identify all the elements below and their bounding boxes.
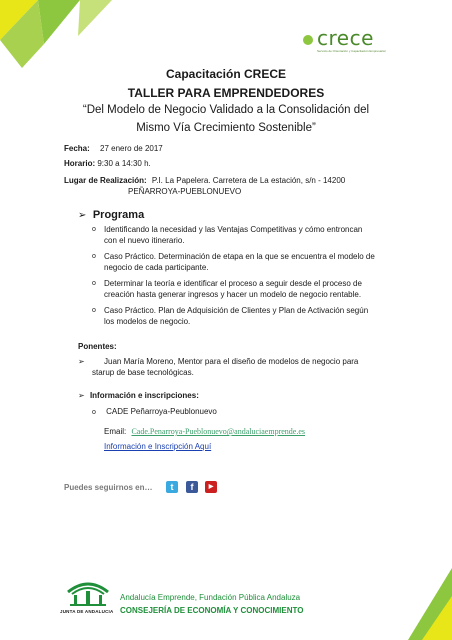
lugar-value-line-1: P.I. La Papelera. Carretera de La estación, s/n - 14200 — [151, 176, 346, 185]
title-taller: TALLER PARA EMPRENDEDORES — [127, 86, 325, 100]
info-item — [92, 406, 217, 418]
horario-value: 9:30 a 14:30 h. — [97, 159, 151, 168]
info-title: Información e inscripciones: — [89, 391, 199, 400]
programa-item-line-2: creación hasta generar ingresos y hacer un modelo de negocio rentable. — [104, 290, 362, 299]
horario-row — [64, 158, 151, 169]
crece-logo-text: crece — [317, 26, 374, 50]
info-item-text: CADE Peñarroya-Peublonuevo — [106, 407, 217, 416]
social-label: Puedes seguirnos en… — [64, 483, 153, 492]
programa-item-line-1: Identificando la necesidad y las Ventajas Competitivas y cómo entroncan — [104, 225, 363, 234]
ponentes-title: Ponentes: — [78, 342, 117, 351]
lugar-value-line-2: PEÑARROYA-PUEBLONUEVO — [128, 187, 242, 196]
title-capacitacion: Capacitación CRECE — [165, 67, 287, 81]
fecha-value: 27 enero de 2017 — [100, 144, 163, 153]
email-row — [104, 426, 305, 437]
circle-bullet-icon: o — [92, 253, 96, 260]
ponentes-line-2: starup de base tecnológicas. — [92, 368, 194, 377]
crece-logo-dot-icon — [303, 35, 313, 45]
corner-decoration-bottom-right — [408, 568, 452, 640]
lugar-row — [64, 175, 394, 186]
twitter-icon[interactable]: t — [166, 481, 178, 493]
circle-bullet-icon: o — [92, 307, 96, 314]
programa-item-line-2: negocio de cada participante. — [104, 263, 209, 272]
circle-bullet-icon: o — [92, 280, 96, 287]
fecha-label: Fecha: — [64, 144, 90, 153]
footer-line-2: CONSEJERÍA DE ECONOMÍA Y CONOCIMIENTO — [120, 606, 304, 615]
subtitle-line-2: Mismo Vía Crecimiento Sostenible” — [136, 122, 316, 134]
horario-label: Horario: — [64, 159, 96, 168]
programa-item-line-2: con el nuevo itinerario. — [104, 236, 185, 245]
inscripcion-link-row — [104, 441, 211, 452]
programa-item-line-2: los modelos de negocio. — [104, 317, 191, 326]
circle-bullet-icon: o — [92, 226, 96, 233]
footer-line-1: Andalucía Emprende, Fundación Pública Andaluza — [120, 593, 301, 602]
arrow-bullet-icon: ➢ — [78, 357, 85, 366]
email-label: Email: — [104, 427, 127, 436]
programa-title: Programa — [92, 209, 145, 221]
junta-andalucia-emblem — [66, 578, 110, 608]
circle-bullet-icon: o — [92, 409, 96, 416]
inscripcion-link[interactable]: Información e Inscripción Aquí — [104, 442, 212, 451]
info-heading — [78, 390, 199, 401]
emblem-caption: JUNTA DE ANDALUCIA — [60, 609, 114, 614]
subtitle-line-1: “Del Modelo de Negocio Validado a la Consolidación del — [82, 104, 370, 116]
corner-decoration-top-left — [0, 0, 112, 70]
programa-heading — [78, 205, 144, 223]
fecha-row — [64, 143, 163, 154]
lugar-label: Lugar de Realización: — [64, 176, 147, 185]
arrow-bullet-icon: ➢ — [78, 210, 87, 221]
programa-item-line-1: Caso Práctico. Plan de Adquisición de Clientes y Plan de Activación según — [104, 306, 369, 315]
ponentes-line-1: Juan María Moreno, Mentor para el diseño de modelos de negocio para — [104, 357, 359, 366]
facebook-icon[interactable]: f — [186, 481, 198, 493]
programa-item-line-1: Determinar la teoría e identificar el proceso a seguir desde el proceso de — [104, 279, 362, 288]
youtube-icon[interactable]: ▶ — [205, 481, 217, 493]
crece-logo — [303, 26, 393, 54]
programa-item-line-1: Caso Práctico. Determinación de etapa en la que se encuentra el modelo de — [104, 252, 375, 261]
arrow-bullet-icon: ➢ — [78, 391, 85, 400]
email-link[interactable]: Cade.Penarroya-Pueblonuevo@andaluciaemprende.es — [131, 427, 305, 436]
crece-logo-tagline: Servicio de Orientación y Capacitación Empresarial — [317, 49, 386, 53]
